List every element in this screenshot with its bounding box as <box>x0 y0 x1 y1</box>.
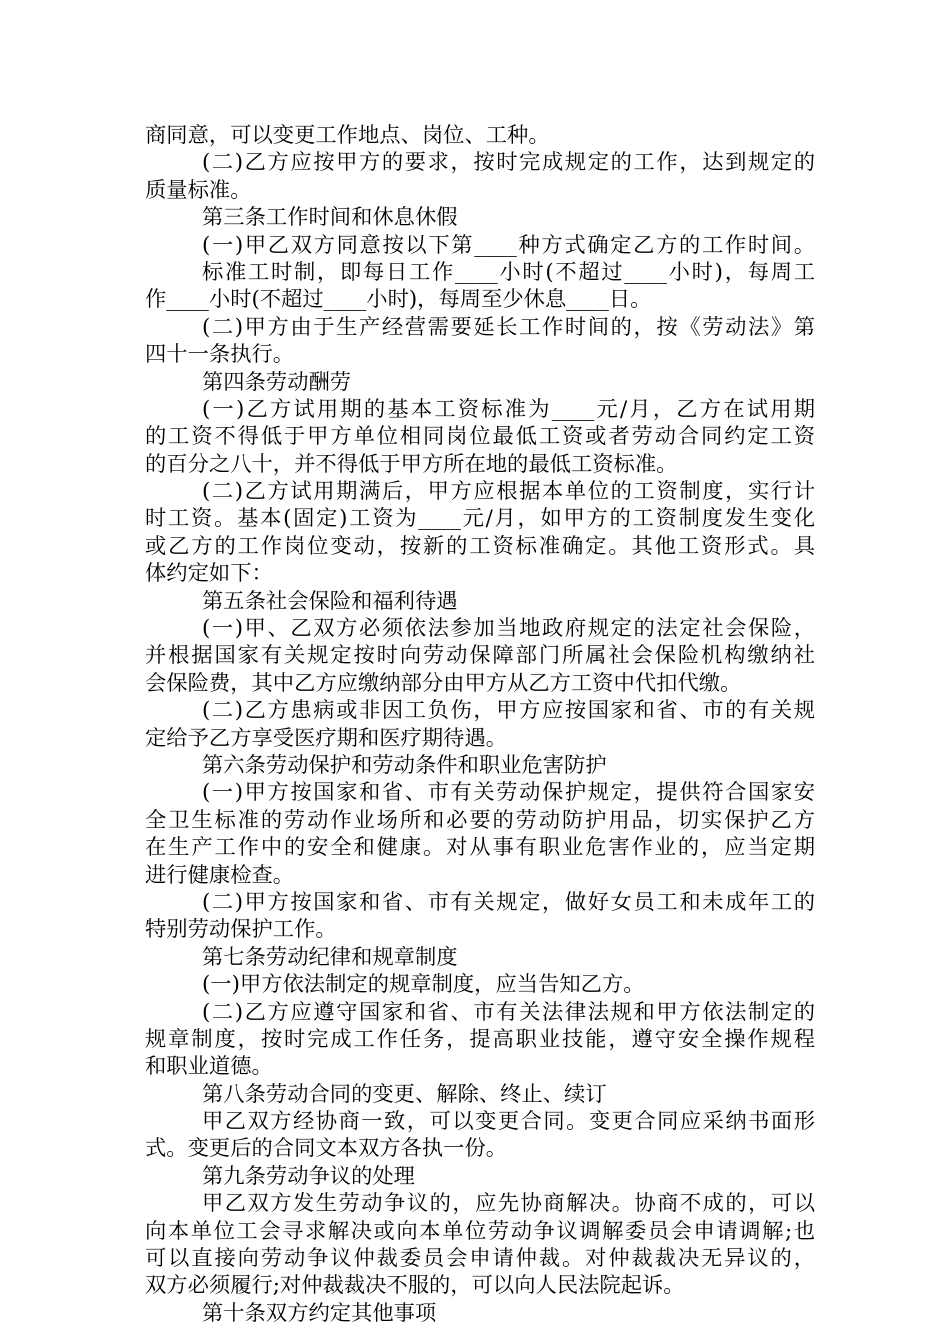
text-line: 质量标准。 <box>145 177 252 203</box>
text-line: (一)甲方按国家和省、市有关劳动保护规定，提供符合国家安 <box>202 780 815 806</box>
text-line: 定给予乙方享受医疗期和医疗期待遇。 <box>145 725 508 751</box>
text-line: 甲乙双方经协商一致，可以变更合同。变更合同应采纳书面形 <box>202 1109 815 1135</box>
text-line: 进行健康检查。 <box>145 862 295 888</box>
text-line: 会保险费，其中乙方应缴纳部分由甲方从乙方工资中代扣代缴。 <box>145 670 742 696</box>
text-line: 第八条劳动合同的变更、解除、终止、续订 <box>202 1081 607 1107</box>
text-line: (一)甲乙双方同意按以下第____种方式确定乙方的工作时间。 <box>202 232 815 258</box>
text-line: 在生产工作中的安全和健康。对从事有职业危害作业的，应当定期 <box>145 835 815 861</box>
text-line: 的百分之八十，并不得低于甲方所在地的最低工资标准。 <box>145 451 678 477</box>
text-line: (一)乙方试用期的基本工资标准为____元/月，乙方在试用期 <box>202 396 815 422</box>
text-line: 第十条双方约定其他事项 <box>202 1300 437 1326</box>
text-line: 商同意，可以变更工作地点、岗位、工种。 <box>145 123 550 148</box>
text-line: (二)甲方按国家和省、市有关规定，做好女员工和未成年工的 <box>202 889 815 915</box>
text-line: (二)乙方患病或非因工负伤，甲方应按国家和省、市的有关规 <box>202 698 815 724</box>
text-line: 向本单位工会寻求解决或向本单位劳动争议调解委员会申请调解;也 <box>145 1218 815 1244</box>
contract-body-text <box>145 122 815 1327</box>
text-line: (一)甲方依法制定的规章制度，应当告知乙方。 <box>202 972 645 998</box>
text-line: 标准工时制，即每日工作____小时(不超过____小时)，每周工 <box>202 259 815 285</box>
text-line: (二)乙方试用期满后，甲方应根据本单位的工资制度，实行计 <box>202 479 815 505</box>
text-line: 四十一条执行。 <box>145 342 295 368</box>
text-line: (二)乙方应按甲方的要求，按时完成规定的工作，达到规定的 <box>202 150 815 176</box>
text-line: (二)乙方应遵守国家和省、市有关法律法规和甲方依法制定的 <box>202 999 815 1025</box>
text-line: 和职业道德。 <box>145 1054 273 1080</box>
text-line: 的工资不得低于甲方单位相同岗位最低工资或者劳动合同约定工资 <box>145 424 815 450</box>
text-line: 第七条劳动纪律和规章制度 <box>202 944 458 970</box>
text-line: 第九条劳动争议的处理 <box>202 1163 415 1189</box>
text-line: 双方必须履行;对仲裁裁决不服的，可以向人民法院起诉。 <box>145 1273 685 1299</box>
text-line: (一)甲、乙双方必须依法参加当地政府规定的法定社会保险， <box>202 616 815 642</box>
text-line: 特别劳动保护工作。 <box>145 917 337 943</box>
text-line: 或乙方的工作岗位变动，按新的工资标准确定。其他工资形式。具 <box>145 533 815 559</box>
text-line: 甲乙双方发生劳动争议的，应先协商解决。协商不成的，可以 <box>202 1191 815 1217</box>
text-line: (二)甲方由于生产经营需要延长工作时间的，按《劳动法》第 <box>202 314 815 340</box>
text-line: 式。变更后的合同文本双方各执一份。 <box>145 1136 508 1162</box>
text-line: 作____小时(不超过____小时)，每周至少休息____日。 <box>145 287 652 313</box>
text-line: 第三条工作时间和休息休假 <box>202 205 458 231</box>
text-line: 全卫生标准的劳动作业场所和必要的劳动防护用品，切实保护乙方 <box>145 807 815 833</box>
text-line: 第五条社会保险和福利待遇 <box>202 588 458 614</box>
text-line: 第六条劳动保护和劳动条件和职业危害防护 <box>202 752 607 778</box>
text-line: 可以直接向劳动争议仲裁委员会申请仲裁。对仲裁裁决无异议的， <box>145 1246 815 1272</box>
text-line: 第四条劳动酬劳 <box>202 369 352 395</box>
text-line: 并根据国家有关规定按时向劳动保障部门所属社会保险机构缴纳社 <box>145 643 815 669</box>
text-line: 规章制度，按时完成工作任务，提高职业技能，遵守安全操作规程 <box>145 1026 815 1052</box>
text-line: 时工资。基本(固定)工资为____元/月，如甲方的工资制度发生变化 <box>145 506 815 532</box>
text-line: 体约定如下： <box>145 561 273 587</box>
